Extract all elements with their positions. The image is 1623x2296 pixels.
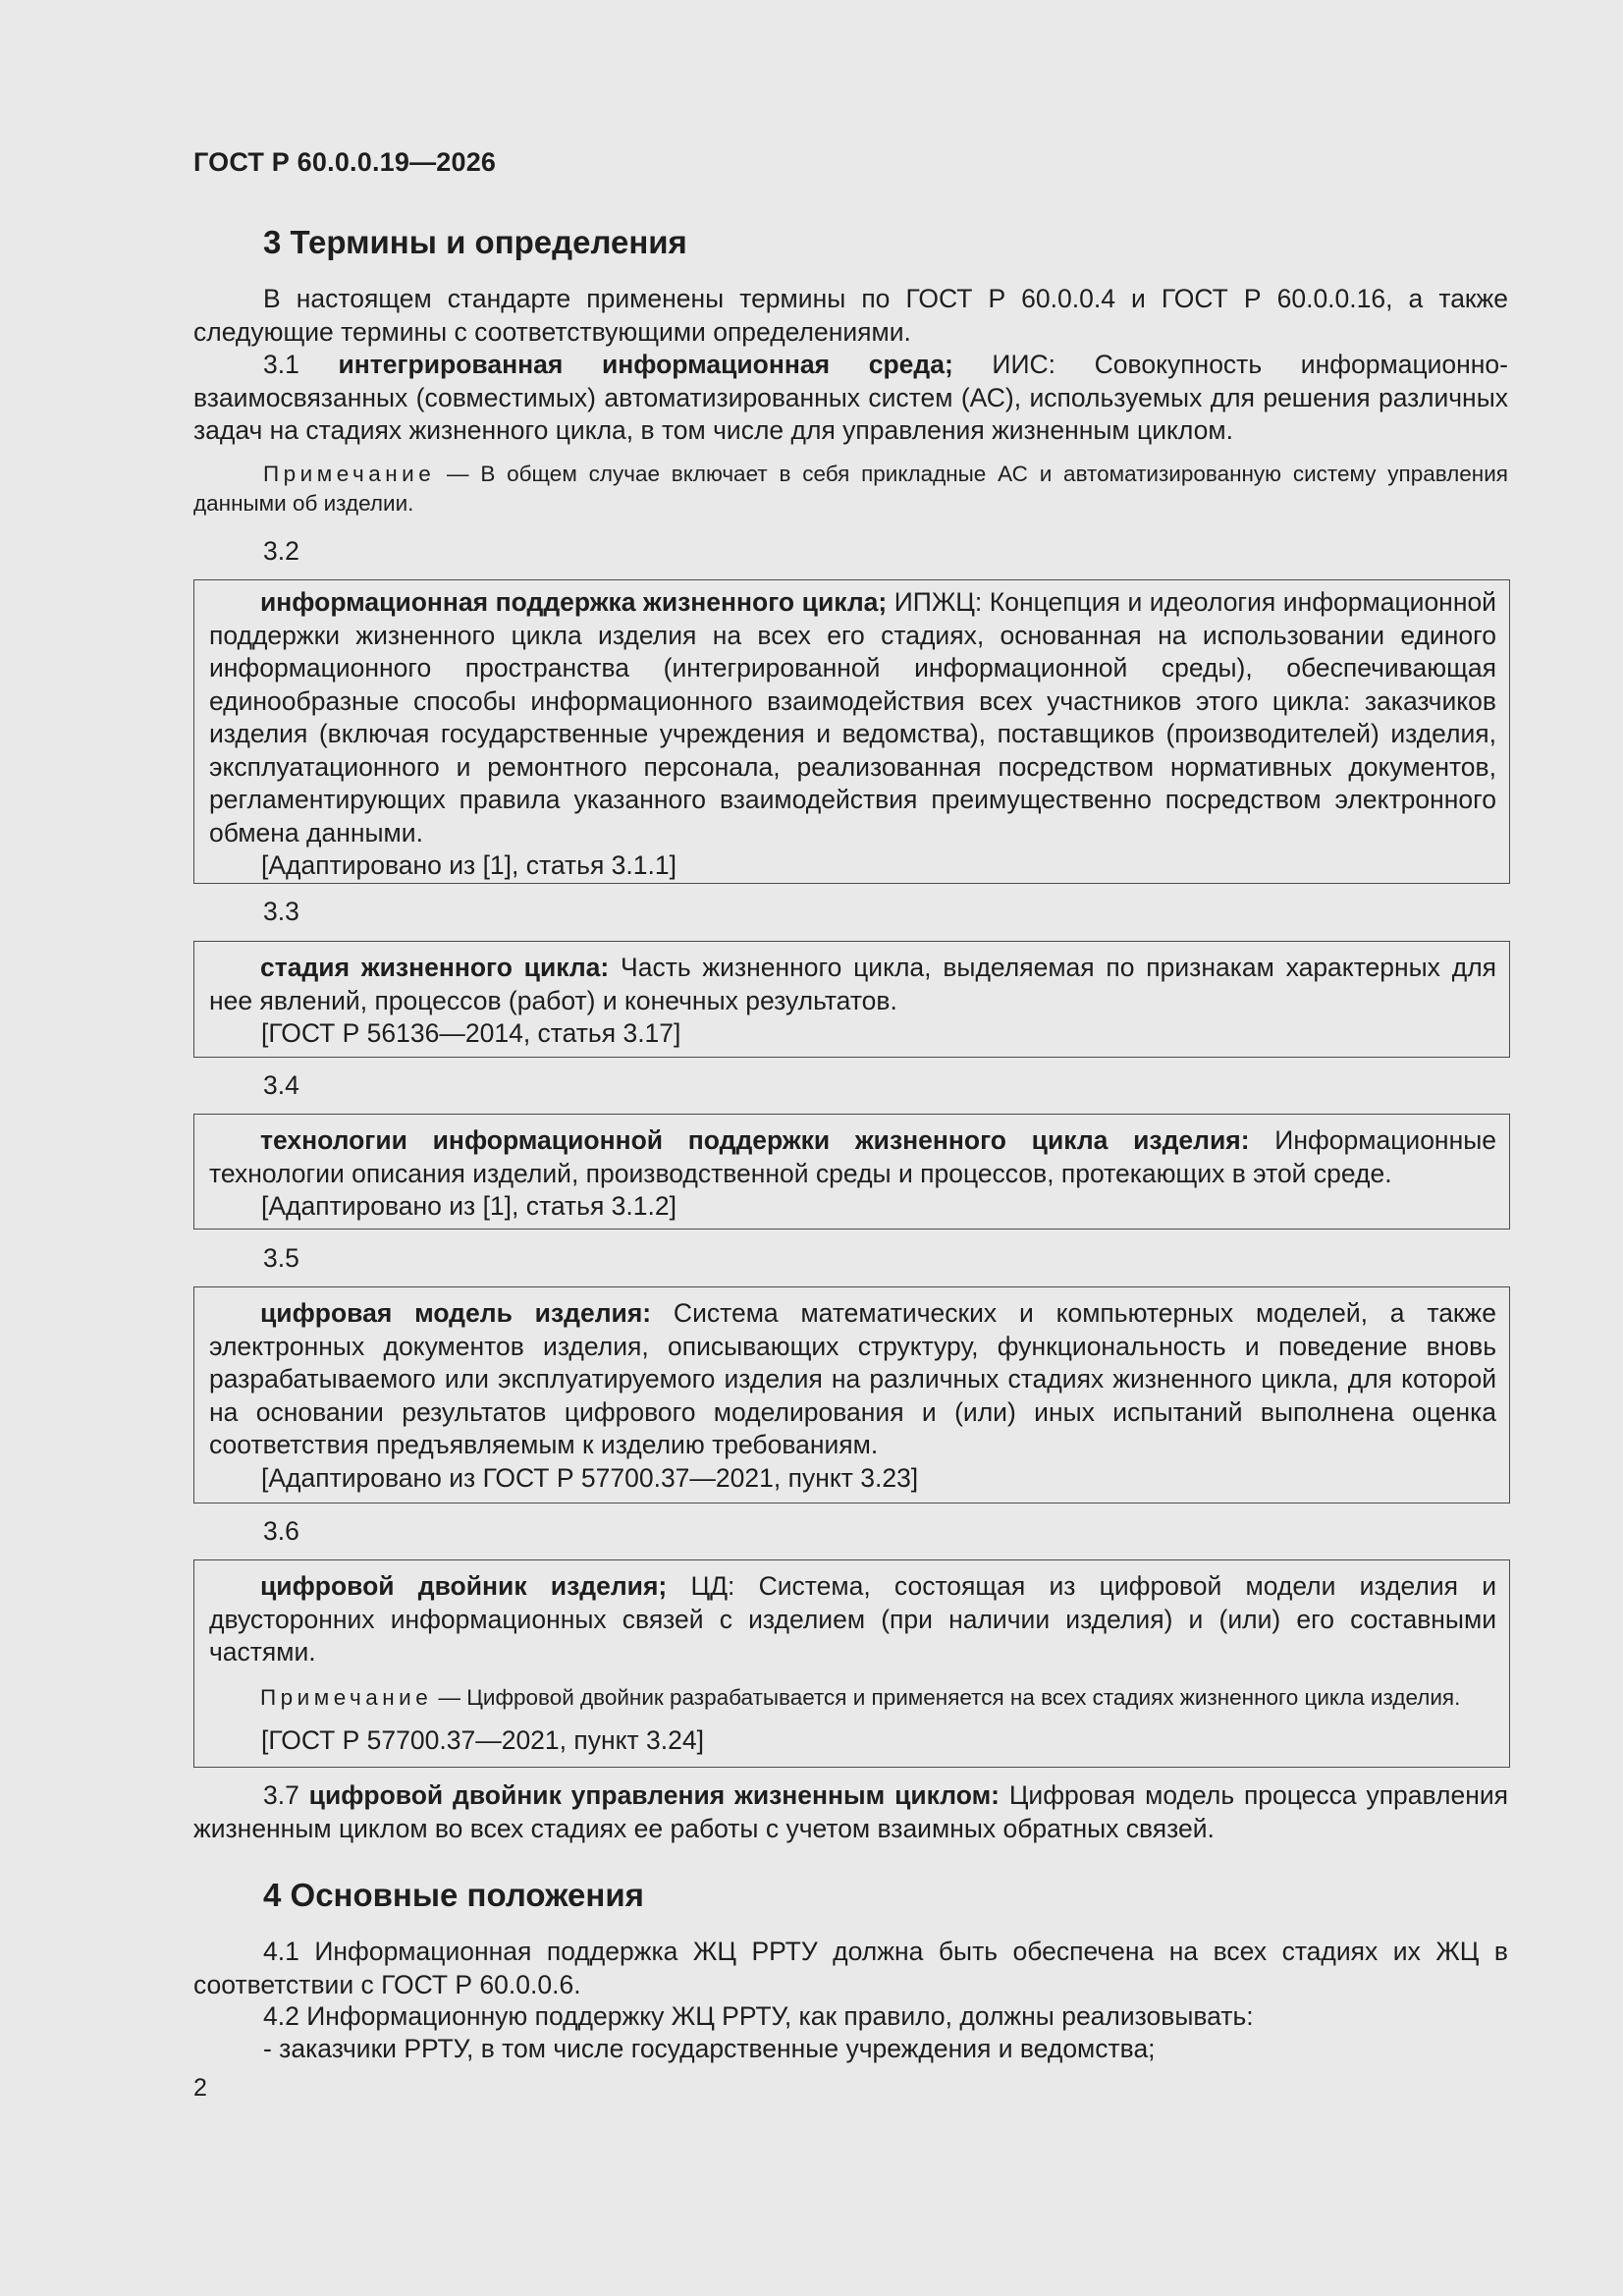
term-3-1	[193, 349, 1508, 448]
list-item: - заказчики РРТУ, в том числе государственные учреждения и ведомства;	[263, 2034, 1156, 2063]
term-definition: Часть жизненного цикла, выделяемая по признакам характерных для нее явлений, процессов (работ) и конечных результатов.	[209, 953, 1497, 1015]
term-definition: ИИС: Совокупность информационно-взаимосвязанных (совместимых) автоматизированных систем (АС), используемых для решения различных задач на стадиях жизненного цикла, в том числе для управления жизненным циклом.	[193, 350, 1508, 445]
term-3-6-source: [ГОСТ Р 57700.37—2021, пункт 3.24]	[261, 1724, 704, 1755]
term-3-2-number: 3.2	[263, 536, 299, 566]
term-3-6-note	[194, 1683, 1509, 1713]
document-header: ГОСТ Р 60.0.0.19—2026	[193, 147, 497, 177]
term-3-5-source: [Адаптировано из ГОСТ Р 57700.37—2021, пункт 3.23]	[261, 1462, 919, 1493]
clause-4-2: 4.2 Информационную поддержку ЖЦ РРТУ, как правило, должны реализовывать:	[263, 2001, 1254, 2031]
term-definition: ИПЖЦ: Концепция и идеология информационной поддержки жизненного цикла изделия на всех его стадиях, основанная на использовании единого информационного пространства (интегрированной информационной среды), обеспечивающая единообразные способы информационного взаимодействия всех участников этого цикла: заказчиков изделия (включая государственные учреждения и ведомства), поставщиков (производителей) изделия, эксплуатационного и ремонтного персонала, реализованная посредством нормативных документов, регламентирующих правила указанного взаимодействия преимущественно посредством электронного обмена данными.	[209, 587, 1496, 847]
term-3-6-definition	[194, 1570, 1509, 1669]
term-3-3-box	[193, 941, 1510, 1058]
section-4-title: 4 Основные положения	[263, 1877, 644, 1913]
term-number: 3.1	[263, 350, 299, 379]
term-3-4-source: [Адаптировано из [1], статья 3.1.2]	[261, 1191, 676, 1221]
term-3-2-box	[193, 579, 1510, 884]
term-3-4-number: 3.4	[263, 1070, 299, 1100]
note-text: — Цифровой двойник разрабатывается и применяется на всех стадиях жизненного цикла изделия.	[432, 1684, 1461, 1710]
page-number: 2	[193, 2074, 207, 2102]
term-name: стадия жизненного цикла:	[260, 953, 610, 982]
section-3-title: 3 Термины и определения	[263, 224, 687, 260]
term-3-3-definition	[194, 952, 1509, 1017]
term-3-6-box	[193, 1559, 1510, 1768]
note-3-1	[193, 460, 1508, 519]
term-3-3-number: 3.3	[263, 897, 299, 926]
term-name: цифровой двойник управления жизненным циклом:	[308, 1780, 1001, 1810]
note-label: Примечание	[260, 1684, 433, 1710]
term-3-2-source: [Адаптировано из [1], статья 3.1.1]	[261, 850, 676, 880]
term-name: цифровой двойник изделия;	[260, 1571, 668, 1601]
note-label: Примечание	[263, 462, 436, 486]
term-name: информационная поддержка жизненного цикла;	[260, 587, 888, 617]
term-3-4-definition	[194, 1124, 1509, 1190]
term-definition: Цифровая модель процесса управления жизненным циклом во всех стадиях ее работы с учетом взаимных обратных связей.	[193, 1780, 1508, 1843]
term-3-5-number: 3.5	[263, 1243, 299, 1273]
term-name: технологии информационной поддержки жизненного цикла изделия:	[260, 1125, 1250, 1155]
term-3-6-number: 3.6	[263, 1516, 299, 1546]
term-definition: Система математических и компьютерных моделей, а также электронных документов изделия, описывающих структуру, функциональность и поведение вновь разрабатываемого или эксплуатируемого изделия на различных стадиях жизненного цикла, для которой на основании результатов цифрового моделирования и (или) иных испытаний выполнена оценка соответствия предъявляемым к изделию требованиям.	[209, 1298, 1496, 1459]
term-3-4-box	[193, 1114, 1510, 1230]
section-3-intro: В настоящем стандарте применены термины по ГОСТ Р 60.0.0.4 и ГОСТ Р 60.0.0.16, а также следующие термины с соответствующими определениями.	[193, 284, 1508, 347]
term-definition: Информационные технологии описания изделий, производственной среды и процессов, протекающих в этой среде.	[209, 1125, 1496, 1188]
term-3-3-source: [ГОСТ Р 56136—2014, статья 3.17]	[261, 1018, 681, 1048]
term-name: интегрированная информационная среда;	[338, 350, 953, 379]
note-text: — В общем случае включает в себя прикладные АС и автоматизированную систему управления данными об изделии.	[193, 462, 1508, 516]
term-3-7	[193, 1779, 1508, 1845]
term-3-2-definition	[194, 586, 1509, 849]
term-definition: ЦД: Система, состоящая из цифровой модели изделия и двусторонних информационных связей с изделием (при наличии изделия) и (или) его составными частями.	[209, 1571, 1496, 1667]
term-name: цифровая модель изделия:	[260, 1298, 652, 1328]
clause-4-1: 4.1 Информационная поддержка ЖЦ РРТУ должна быть обеспечена на всех стадиях их ЖЦ в соответствии с ГОСТ Р 60.0.0.6.	[193, 1937, 1508, 1999]
term-3-5-box	[193, 1286, 1510, 1503]
term-3-5-definition	[194, 1297, 1509, 1462]
term-number: 3.7	[263, 1780, 299, 1810]
